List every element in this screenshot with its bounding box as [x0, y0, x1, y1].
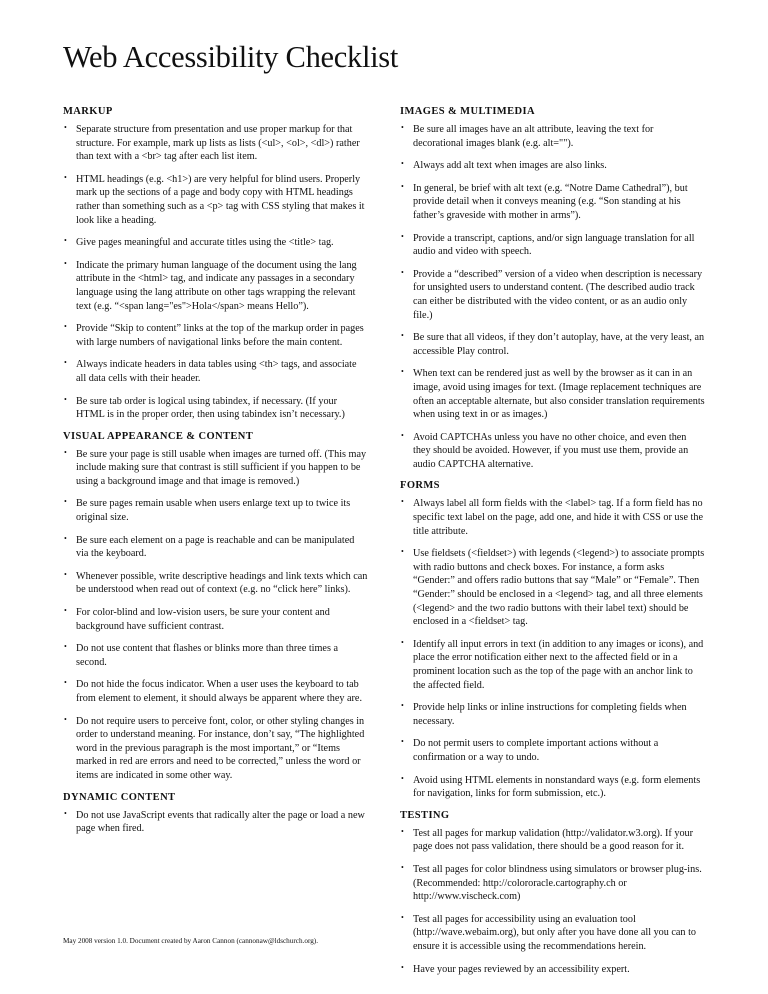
item-text: Avoid CAPTCHAs unless you have no other choice, and even then they should be avoided. However, if you must use them, provide an audio CAPTCHA alternative. [413, 431, 689, 470]
right-column [400, 106, 705, 985]
list-item [400, 123, 705, 150]
item-text: Separate structure from presentation and use proper markup for that structure. For example, mark up lists as lists (<ul>, <ol>, <dl>) rather than text with a <br> tag after each list item. [76, 124, 360, 163]
item-text: Always add alt text when images are also links. [413, 160, 607, 172]
bullet-icon: • [64, 808, 67, 818]
item-list [400, 827, 705, 976]
item-text: Always indicate headers in data tables using <th> tags, and associate all data cells with their header. [76, 359, 357, 384]
item-text: Provide a “described” version of a video when description is necessary for unsighted users to understand content. (The described audio track can either be distributed with the video content, or as an audio only file.) [413, 268, 703, 321]
bullet-icon: • [64, 358, 67, 368]
item-text: When text can be rendered just as well by the browser as it can in an image, avoid using images for text. (Image replacement techniques are often an acceptable alternate, but also consider translation requirements when using text in or as images.) [413, 368, 705, 421]
list-item [400, 701, 705, 728]
section-markup [63, 106, 368, 422]
item-list [63, 809, 368, 836]
list-item [400, 827, 705, 854]
bullet-icon: • [401, 159, 404, 169]
list-item [400, 268, 705, 322]
bullet-icon: • [64, 394, 67, 404]
bullet-icon: • [401, 181, 404, 191]
list-item [400, 331, 705, 358]
item-text: For color-blind and low-vision users, be sure your content and background have sufficient contrast. [76, 607, 330, 632]
list-item [400, 913, 705, 954]
section-heading: VISUAL APPEARANCE & CONTENT [63, 430, 254, 442]
item-text: Always label all form fields with the <label> tag. If a form field has no specific text label on the page, add one, and hide it with CSS or use the title attribute. [413, 498, 703, 537]
list-item [400, 431, 705, 472]
section-heading: DYNAMIC CONTENT [63, 791, 176, 803]
footer-credit: May 2008 version 1.0. Document created by Aaron Cannon (cannonaw@ldschurch.org). [63, 937, 318, 945]
section-testing [400, 810, 705, 976]
bullet-icon: • [64, 258, 67, 268]
item-text: Do not use content that flashes or blinks more than three times a second. [76, 643, 338, 668]
list-item [63, 173, 368, 227]
list-item [63, 358, 368, 385]
bullet-icon: • [401, 123, 404, 132]
item-text: Test all pages for markup validation (http://validator.w3.org). If your page does not pass validation, there should be a good reason for it. [413, 827, 694, 853]
section-forms [400, 480, 705, 800]
list-item [63, 123, 368, 164]
item-text: Do not require users to perceive font, color, or other styling changes in order to understand meaning. For instance, don’t say, “The highlighted word in the previous paragraph is the most important,” or “Items marked in red are errors and need to be corrected,” unless the word or items are indicated in some other way. [76, 715, 365, 781]
section-dynamic-content [63, 792, 368, 836]
list-item [400, 737, 705, 764]
item-list [63, 123, 368, 422]
bullet-icon: • [64, 678, 67, 688]
list-item [63, 322, 368, 349]
list-item [400, 547, 705, 629]
item-text: Be sure that all videos, if they don’t autoplay, have, at the very least, an accessible Play control. [413, 332, 705, 357]
bullet-icon: • [401, 773, 404, 783]
item-text: Identify all input errors in text (in addition to any images or icons), and place the error notification either next to the affected field or in a prominent location such as the top of the page with an anchor link to the affected field. [413, 638, 704, 691]
item-text: Avoid using HTML elements in nonstandard ways (e.g. form elements for navigation, links for form submission, etc.). [413, 774, 701, 800]
list-item [400, 497, 705, 538]
list-item [63, 642, 368, 669]
bullet-icon: • [64, 322, 67, 332]
bullet-icon: • [401, 331, 404, 341]
bullet-icon: • [401, 231, 404, 241]
bullet-icon: • [64, 123, 67, 132]
bullet-icon: • [401, 367, 404, 377]
list-item [400, 963, 705, 977]
item-list [400, 123, 705, 471]
bullet-icon: • [401, 701, 404, 711]
item-text: HTML headings (e.g. <h1>) are very helpful for blind users. Properly mark up the sections of a page and body copy with HTML headings rather than something such as a <p> tag with CSS styling that makes it look like a heading. [76, 173, 365, 226]
list-item [63, 497, 368, 524]
item-text: Do not use JavaScript events that radically alter the page or load a new page when fired. [76, 809, 365, 835]
bullet-icon: • [401, 430, 404, 440]
item-text: Be sure your page is still usable when images are turned off. (This may include making sure that contrast is still sufficient if you happen to be using a background image and that image is removed.) [76, 448, 367, 487]
left-column [63, 106, 368, 845]
item-text: Indicate the primary human language of the document using the lang attribute in the <html> tag, and indicate any passages in a secondary language using the lang attribute on other tags wrapping the relevant text (e.g. “<span lang="es">Hola</span> means Hello”). [76, 259, 357, 312]
item-text: Provide help links or inline instructions for completing fields when necessary. [413, 702, 687, 727]
bullet-icon: • [64, 606, 67, 616]
list-item [63, 606, 368, 633]
item-list [63, 448, 368, 783]
list-item [63, 395, 368, 422]
item-text: Be sure all images have an alt attribute, leaving the text for decorational images blank (e.g. alt=""). [413, 124, 654, 149]
item-text: Be sure tab order is logical using tabindex, if necessary. (If your HTML is in the proper order, then using tabindex isn’t necessary.) [76, 395, 345, 421]
list-item [63, 570, 368, 597]
list-item [63, 534, 368, 561]
list-item [400, 863, 705, 904]
bullet-icon: • [401, 267, 404, 277]
item-text: Test all pages for color blindness using simulators or browser plug-ins. (Recommended: http://colororacle.cartography.ch or http://www.vischeck.com) [413, 863, 702, 903]
item-text: Test all pages for accessibility using an evaluation tool (http://wave.webaim.org), but only after you have done all you can to ensure it is accessible using the recommendations herein. [413, 913, 697, 952]
item-list [400, 497, 705, 800]
list-item [400, 182, 705, 223]
item-text: Have your pages reviewed by an accessibility expert. [413, 963, 630, 975]
item-text: Provide a transcript, captions, and/or sign language translation for all audio and video with speech. [413, 232, 695, 258]
list-item [400, 638, 705, 692]
section-heading: TESTING [400, 809, 450, 821]
bullet-icon: • [64, 497, 67, 507]
list-item [400, 232, 705, 259]
bullet-icon: • [401, 497, 404, 507]
bullet-icon: • [64, 714, 67, 724]
item-text: Give pages meaningful and accurate titles using the <title> tag. [76, 237, 334, 249]
bullet-icon: • [401, 862, 404, 872]
item-text: Whenever possible, write descriptive headings and link texts which can be understood when read out of context (e.g. no “click here” links). [76, 570, 368, 596]
list-item [63, 678, 368, 705]
page-title: Web Accessibility Checklist [63, 40, 399, 74]
item-text: Be sure each element on a page is reachable and can be manipulated via the keyboard. [76, 534, 355, 560]
list-item [63, 448, 368, 489]
section-heading: IMAGES & MULTIMEDIA [400, 106, 535, 117]
bullet-icon: • [401, 547, 404, 557]
list-item [63, 715, 368, 783]
bullet-icon: • [64, 569, 67, 579]
bullet-icon: • [64, 447, 67, 457]
list-item [400, 159, 705, 173]
item-text: Provide “Skip to content” links at the top of the markup order in pages with large numbers of navigational links before the main content. [76, 323, 364, 348]
list-item [63, 259, 368, 313]
section-images-multimedia [400, 106, 705, 471]
list-item [63, 236, 368, 250]
item-text: Use fieldsets (<fieldset>) with legends (<legend>) to associate prompts with radio buttons and check boxes. For instance, a form asks “Gender:” and offers radio buttons that say “Male” or “Female”. Then “Gender:” should be enclosed in a <legend> tag, and all three elements (<legend> and the two radio buttons with their label text) should be enclosed in a <fieldset> tag. [413, 548, 705, 628]
section-visual-appearance [63, 431, 368, 783]
item-text: In general, be brief with alt text (e.g. “Notre Dame Cathedral”), but provide detail when it conveys meaning (e.g. “Son standing at his father’s graveside with mother in arms”). [413, 182, 688, 221]
bullet-icon: • [64, 236, 67, 246]
bullet-icon: • [401, 826, 404, 836]
bullet-icon: • [401, 912, 404, 922]
bullet-icon: • [64, 642, 67, 652]
list-item [400, 367, 705, 421]
bullet-icon: • [401, 637, 404, 647]
item-text: Be sure pages remain usable when users enlarge text up to twice its original size. [76, 498, 351, 524]
bullet-icon: • [401, 962, 404, 972]
bullet-icon: • [401, 737, 404, 747]
bullet-icon: • [64, 172, 67, 182]
item-text: Do not permit users to complete important actions without a confirmation or a way to undo. [413, 738, 659, 763]
section-heading: MARKUP [63, 106, 113, 117]
bullet-icon: • [64, 533, 67, 543]
list-item [400, 774, 705, 801]
item-text: Do not hide the focus indicator. When a user uses the keyboard to tab from element to element, it should always be apparent where they are. [76, 679, 362, 704]
list-item [63, 809, 368, 836]
section-heading: FORMS [400, 480, 440, 492]
